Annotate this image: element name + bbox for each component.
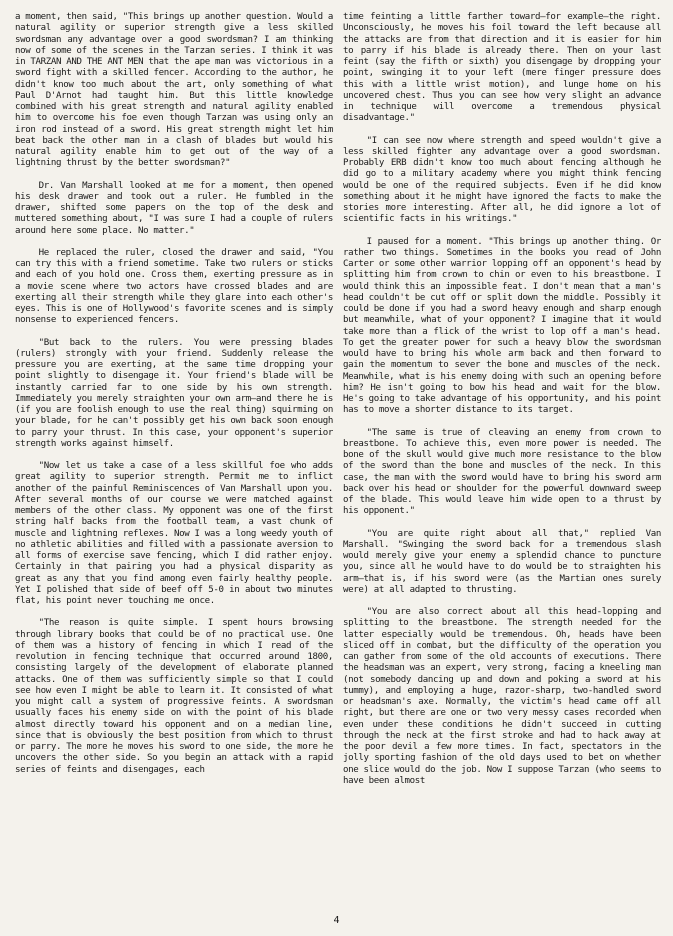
paragraph: "The same is true of cleaving an enemy from crown to breastbone. To achieve this, even more power is needed. The bone of the skull would give much more resistance to the blow of the sword than the bone and muscles of the neck. In this case, the man with the sword would have to bring his sword arm back over his head or shoulder for the powerful downward sweep of the blade. This would leave him wide open to a thrust by his opponent." [343, 427, 661, 517]
paragraph: "You are quite right about all that," replied Van Marshall. "Swinging the sword back for a tremendous slash would merely give your enemy a splendid chance to puncture you, since all he would have to do would be to straighten his arm—that is, if his sword were (as the Martian ones surely were) at all adapted to thrusting. [343, 528, 661, 595]
right-column [343, 12, 661, 914]
page-number: 4 [333, 915, 340, 926]
paragraph: time feinting a little farther toward—for example—the right. Unconsciously, he moves his foil toward the left because all the attacks are from that direction and it is easier for him to parry if his blade is already there. Then on your last feint (say the fifth or sixth) you disengage by dropping your point, swinging it to your left (mere finger pressure does this with a little wrist motion), and lunge home on his uncovered chest. Thus you can see how very slight an advance in technique will overcome a tremendous physical disadvantage." [343, 12, 661, 124]
left-column [15, 12, 333, 914]
paragraph: "Now let us take a case of a less skillful foe who adds great agility to superior strength. Permit me to inflict another of the painful Reminiscences of Van Marshall upon you. After several months of our course we were matched against members of the other class. My opponent was one of the first string half backs from the football team, a vast chunk of muscle and lightning reflexes. Now I was a long weedy youth of no athletic abilities and filled with a passionate aversion to all forms of exercise save fencing, which I did rather enjoy. Certainly in that pairing you had a physical disparity as great as any that you find among even fairly healthy people. Yet I polished that side of beef off 5-0 in about two minutes flat, his point never touching me once. [15, 461, 333, 606]
paragraph: Dr. Van Marshall looked at me for a moment, then opened his desk drawer and took out a ruler. He fumbled in the drawer, shifted some papers on the top of the desk and muttered something about, "I was sure I had a couple of rulers around here some place. No matter." [15, 180, 333, 236]
paragraph: a moment, then said, "This brings up another question. Would a natural agility or superior strength give a less skilled swordsman any advantage over a good swordsman? I am thinking now of some of the scenes in the Tarzan series. I think it was in TARZAN AND THE ANT MEN that the ape man was victorious in a sword fight with a skilled fencer. According to the author, he didn't know too much about the art, only something of what Paul D'Arnot had taught him. But this little knowledge combined with his great strength and natural agility enabled him to overcome his foe even though Tarzan was using only an iron rod instead of a sword. His great strength might let him beat back the other man in a clash of blades but would his natural agility enable him to get out of the way of a lightning thrust by the better swordsman?" [15, 12, 333, 169]
paragraph: He replaced the ruler, closed the drawer and said, "You can try this with a friend sometime. Take two rulers or sticks and each of you hold one. Cross them, exerting pressure as in a movie scene where two actors have crossed blades and are exerting all their strength while they glare into each other's eyes. This is one of Hollywood's favorite scenes and is simply nonsense to experienced fencers. [15, 247, 333, 326]
paragraph: I paused for a moment. "This brings up another thing. Or rather two things. Sometimes in the books you read of John Carter or some other warrior lopping off an opponent's head by splitting him from crown to chin or even to his breastbone. I would think this an impossible feat. I don't mean that a man's head couldn't be cut off or split down the middle. Possibly it could be done if you had a sword heavy enough and sharp enough but meanwhile, what of your opponent? I imagine that it would take more than a flick of the wrist to lop off a man's head. To get the greater power for such a heavy blow the swordsman would have to bring his whole arm back and then forward to gain the momentum to sever the bone and muscles of the neck. Meanwhile, what is his enemy doing with such an opening before him? He isn't going to bow his head and wait for the blow. He's going to take advantage of his opportunity, and his point has to move a shorter distance to its target. [343, 236, 661, 416]
text-columns [15, 12, 661, 914]
paragraph: "The reason is quite simple. I spent hours browsing through library books that could be of no practical use. One of them was a history of fencing in which I read of the revolution in fencing technique that occurred around 1800, consisting largely of the development of elaborate planned attacks. One of them was sufficiently simple so that I could see how even I might be able to learn it. It consisted of what you might call a system of progressive feints. A swordsman usually faces his enemy side on with the point of his blade almost directly toward his opponent and on a median line, since that is obviously the best position from which to thrust or parry. The more he moves his sword to one side, the more he uncovers the other side. So you begin an attack with a rapid series of feints and disengages, each [15, 618, 333, 775]
paragraph: "But back to the rulers. You were pressing blades (rulers) strongly with your friend. Suddenly release the pressure you are exerting, at the same time dropping your point slightly to disengage it. Your friend's blade will be instantly carried far to one side by his own strength. Immediately you merely straighten your own arm—and there he is (if you are foolish enough to use the real thing) squirming on your blade, for he can't possibly get his own back soon enough to parry your thrust. In this case, your opponent's superior strength works against himself. [15, 337, 333, 449]
paragraph: "I can see now where strength and speed wouldn't give a less skilled fighter any advantage over a good swordsman. Probably ERB didn't know too much about fencing although he did go to a military academy where you might think fencing would be one of the required subjects. Even if he did know something about it he might have ignored the facts to make the stories more interesting. After all, he did ignore a lot of scientific facts in his writings." [343, 135, 661, 225]
paragraph: "You are also correct about all this head-lopping and splitting to the breastbone. The strength needed for the latter especially would be tremendous. Oh, heads have been sliced off in combat, but the difficulty of the operation you can gather from some of the old accounts of executions. There the headsman was an expert, very strong, facing a kneeling man (not somebody dancing up and down and poking a sword at his tummy), and employing a huge, razor-sharp, two-handled sword or headsman's axe. Normally, the victim's head came off all right, but there are one or two very messy cases recorded when even under these conditions he didn't succeed in cutting through the neck at the first stroke and had to hack away at the poor devil a few more times. In fact, spectators in the jolly sporting fashion of the old days used to bet on whether one slice would do the job. Now I suppose Tarzan (who seems to have been almost [343, 607, 661, 786]
